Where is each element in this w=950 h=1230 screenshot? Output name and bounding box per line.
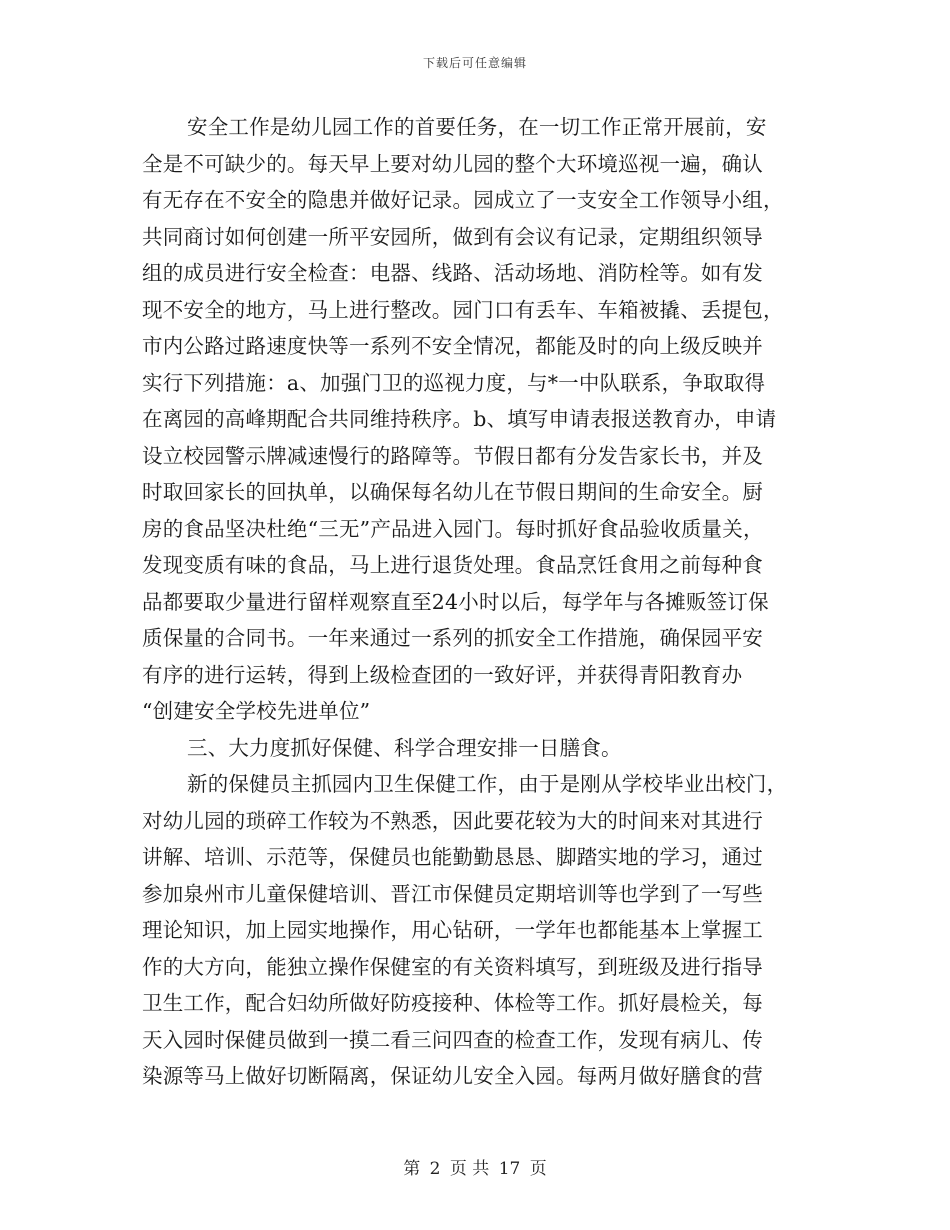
text-line: 共同商讨如何创建一所平安园所，做到有会议有记录，定期组织领导 bbox=[142, 224, 763, 249]
text-line: 时取回家长的回执单，以确保每名幼儿在节假日期间的生命安全。厨 bbox=[142, 480, 763, 504]
text-line: 品都要取少量进行留样观察直至24小时以后，每学年与各摊贩签订保 bbox=[142, 589, 769, 614]
text-line: “创建安全学校先进单位” bbox=[142, 699, 371, 723]
footer-suffix: 页 bbox=[529, 1159, 547, 1179]
footer-current-page: 2 bbox=[429, 1159, 441, 1179]
text-line: 安全工作是幼儿园工作的首要任务，在一切工作正常开展前，安 bbox=[187, 115, 767, 139]
text-line: 组的成员进行安全检查：电器、线路、活动场地、消防栓等。如有发 bbox=[142, 261, 763, 285]
text-line: 天入园时保健员做到一摸二看三问四查的检查工作，发现有病儿、传 bbox=[142, 1027, 763, 1052]
text-line: 现不安全的地方，马上进行整改。园门口有丢车、车箱被撬、丢提包， bbox=[142, 297, 784, 322]
text-line: 全是不可缺少的。每天早上要对幼儿园的整个大环境巡视一遍，确认 bbox=[142, 151, 763, 176]
text-line: 对幼儿园的琐碎工作较为不熟悉，因此要花较为大的时间来对其进行 bbox=[142, 808, 763, 833]
text-line: 有无存在不安全的隐患并做好记录。园成立了一支安全工作领导小组， bbox=[142, 188, 784, 212]
text-line: 有序的进行运转，得到上级检查团的一致好评，并获得青阳教育办 bbox=[142, 662, 743, 687]
page-footer bbox=[0, 1154, 950, 1179]
text-line: 实行下列措施：a、加强门卫的巡视力度，与*一中队联系，争取取得 bbox=[142, 370, 766, 395]
footer-prefix: 第 bbox=[403, 1159, 421, 1179]
text-line: 三、大力度抓好保健、科学合理安排一日膳食。 bbox=[187, 735, 622, 760]
text-line: 作的大方向，能独立操作保健室的有关资料填写，到班级及进行指导 bbox=[142, 954, 763, 979]
text-line: 市内公路过路速度快等一系列不安全情况，都能及时的向上级反映并 bbox=[142, 334, 763, 358]
text-line: 染源等马上做好切断隔离，保证幼儿安全入园。每两月做好膳食的营 bbox=[142, 1064, 763, 1088]
text-line: 参加泉州市儿童保健培训、晋江市保健员定期培训等也学到了一写些 bbox=[142, 881, 763, 906]
text-line: 发现变质有味的食品，马上进行退货处理。食品烹饪食用之前每种食 bbox=[142, 553, 763, 577]
text-line: 房的食品坚决杜绝“三无”产品进入园门。每时抓好食品验收质量关， bbox=[142, 516, 764, 541]
text-line: 新的保健员主抓园内卫生保健工作，由于是刚从学校毕业出校门， bbox=[187, 772, 788, 796]
footer-middle: 页 共 bbox=[449, 1159, 490, 1179]
page-header: 下载后可任意编辑 bbox=[422, 56, 527, 70]
text-line: 理论知识，加上园实地操作，用心钻研，一学年也都能基本上掌握工 bbox=[142, 918, 763, 942]
text-line: 讲解、培训、示范等，保健员也能勤勤恳恳、脚踏实地的学习，通过 bbox=[142, 845, 763, 869]
document-body bbox=[142, 109, 802, 1095]
text-line: 卫生工作，配合妇幼所做好防疫接种、体检等工作。抓好晨检关，每 bbox=[142, 991, 763, 1015]
footer-total-pages: 17 bbox=[498, 1159, 521, 1179]
text-line: 质保量的合同书。一年来通过一系列的抓安全工作措施，确保园平安 bbox=[142, 626, 763, 650]
text-line: 设立校园警示牌减速慢行的路障等。节假日都有分发告家长书，并及 bbox=[142, 443, 763, 468]
text-line: 在离园的高峰期配合共同维持秩序。b、填写申请表报送教育办，申请 bbox=[142, 407, 777, 431]
